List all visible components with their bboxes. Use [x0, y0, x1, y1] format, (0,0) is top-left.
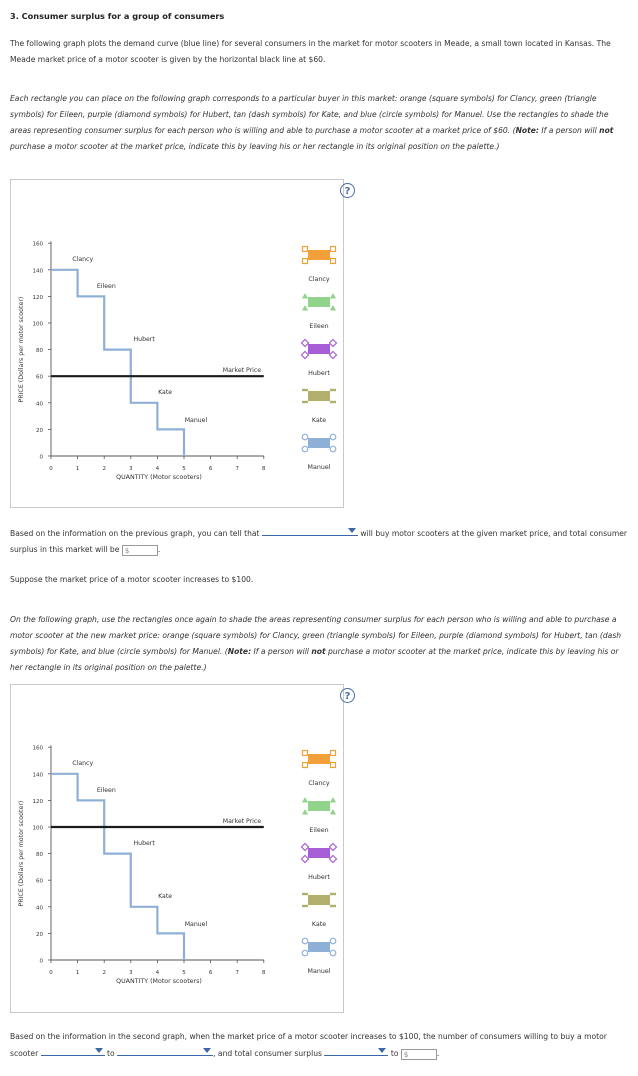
buyers-dropdown[interactable]	[262, 525, 358, 536]
palette-label: Kate	[311, 417, 327, 424]
x-axis-label: QUANTITY (Motor scooters)	[116, 978, 202, 985]
y-tick-label: 80	[36, 852, 43, 859]
y-tick-label: 100	[32, 825, 43, 832]
buyer-label: Manuel	[184, 417, 208, 425]
buyer-label: Clancy	[72, 760, 94, 768]
x-axis-label: QUANTITY (Motor scooters)	[116, 474, 202, 481]
x-tick-label: 0	[49, 970, 53, 976]
consumers-from-dropdown[interactable]	[41, 1045, 105, 1056]
graph-panel-2	[10, 684, 344, 1013]
x-tick-label: 4	[155, 466, 160, 472]
x-tick-label: 5	[182, 970, 186, 976]
x-tick-label: 7	[235, 970, 239, 976]
y-tick-label: 140	[32, 772, 43, 779]
buyer-label: Hubert	[133, 839, 155, 847]
x-tick-label: 2	[102, 466, 106, 472]
palette-label: Clancy	[308, 780, 330, 787]
x-tick-label: 5	[182, 466, 186, 472]
x-tick-label: 0	[49, 466, 53, 472]
palette-label: Eileen	[309, 323, 329, 330]
x-tick-label: 4	[155, 970, 160, 976]
y-tick-label: 20	[36, 931, 43, 938]
x-tick-label: 1	[75, 970, 80, 976]
x-tick-label: 1	[75, 466, 80, 472]
x-tick-label: 2	[102, 970, 106, 976]
buyer-label: Clancy	[72, 256, 94, 264]
palette-label: Kate	[311, 921, 327, 928]
y-tick-label: 60	[36, 878, 43, 885]
y-tick-label: 20	[36, 427, 43, 434]
y-tick-label: 140	[32, 268, 43, 275]
y-tick-label: 100	[32, 321, 43, 328]
y-tick-label: 120	[32, 798, 43, 805]
new-surplus-input[interactable]: $	[401, 1049, 437, 1060]
buyer-label: Hubert	[133, 335, 155, 343]
buyer-label: Manuel	[184, 921, 208, 929]
palette-label: Hubert	[308, 874, 330, 881]
y-tick-label: 60	[36, 374, 43, 381]
question-2: Based on the information in the second graph, when the market price of a motor scooter increases to $100, the number of consumers willing to buy a motor scooter to , and total consumer surplus to $ .	[10, 1032, 607, 1059]
buyer-label: Eileen	[96, 786, 116, 794]
market-price-label: Market Price	[222, 367, 262, 375]
x-tick-label: 6	[208, 466, 213, 472]
y-tick-label: 40	[36, 905, 43, 912]
x-tick-label: 8	[262, 970, 266, 976]
palette-label: Eileen	[309, 827, 329, 834]
question-1-text-a: Based on the information on the previous graph, you can tell that	[10, 529, 260, 538]
consumers-to-dropdown[interactable]	[117, 1045, 213, 1056]
consumer-surplus-input[interactable]: $	[122, 545, 158, 556]
y-axis-label: PRICE (Dollars per motor scooter)	[18, 800, 25, 907]
instructions-1: Each rectangle you can place on the following graph corresponds to a particular buyer in this market: orange (square symbols) for Clancy, green (triangle symbols) for Eileen, purple (diamond symbols) for Hubert, tan (dash symbols) for Kate, and blue (circle symbols) for Manuel. Use the rectangles to shade the areas representing consumer surplus for each person who is willing and able to purchase a motor scooter at a market price of $60. (Note: If a person will not purchase a motor scooter at the market price, indicate this by leaving his or her rectangle in its original position on the palette.)	[10, 94, 614, 151]
chevron-down-icon	[95, 1048, 103, 1053]
x-tick-label: 3	[129, 466, 133, 472]
y-tick-label: 160	[32, 745, 43, 752]
help-icon[interactable]: ?	[340, 688, 355, 703]
buyer-label: Eileen	[96, 282, 116, 290]
buyer-label: Kate	[158, 893, 173, 901]
y-tick-label: 160	[32, 241, 43, 248]
intro-text: The following graph plots the demand curve (blue line) for several consumers in the market for motor scooters in Meade, a small town located in Kansas. The Meade market price of a motor scooter is given by the horizontal black line at $60.	[10, 39, 611, 64]
buyer-label: Kate	[158, 389, 173, 397]
surplus-direction-dropdown[interactable]	[324, 1045, 388, 1056]
graph-panel-1	[10, 179, 344, 508]
palette-label: Hubert	[308, 370, 330, 377]
palette-label: Clancy	[308, 276, 330, 283]
question-2-text-a: Based on the information in the second graph, when the market price of a motor scooter increases to $100, the number of consumers willing to buy a motor scooter	[10, 1032, 607, 1058]
x-tick-label: 3	[129, 970, 133, 976]
y-tick-label: 80	[36, 348, 43, 355]
y-tick-label: 0	[39, 454, 43, 461]
y-tick-label: 40	[36, 401, 43, 408]
palette-label: Manuel	[307, 968, 331, 975]
y-tick-label: 120	[32, 294, 43, 301]
chevron-down-icon	[378, 1048, 386, 1053]
suppose-text: Suppose the market price of a motor scooter increases to $100.	[10, 575, 254, 584]
chevron-down-icon	[203, 1048, 211, 1053]
market-price-label: Market Price	[222, 818, 262, 825]
y-tick-label: 0	[39, 958, 43, 965]
x-tick-label: 6	[208, 970, 213, 976]
question-1: Based on the information on the previous graph, you can tell that will buy motor scooters at the given market price, and total consumer surplus in this market will be $ .	[10, 525, 630, 558]
x-tick-label: 8	[262, 466, 266, 472]
help-icon[interactable]: ?	[340, 183, 355, 198]
y-axis-label: PRICE (Dollars per motor scooter)	[18, 296, 25, 403]
x-tick-label: 7	[235, 466, 239, 472]
instructions-2: On the following graph, use the rectangles once again to shade the areas representing consumer surplus for each person who is willing and able to purchase a motor scooter at the new market price: orange (square symbols) for Clancy, green (triangle symbols) for Eileen, purple (diamond symbols) for Hubert, tan (dash symbols) for Kate, and blue (circle symbols) for Manuel. (Note: If a person will not purchase a motor scooter at the market price, indicate this by leaving his or her rectangle in its original position on the palette.)	[10, 615, 622, 672]
question-1-text-b: will buy motor scooters at the given market price, and total consumer surplus in this market will be	[10, 529, 628, 554]
chevron-down-icon	[348, 528, 356, 533]
palette-label: Manuel	[307, 464, 331, 471]
question-title: 3. Consumer surplus for a group of consumers	[10, 11, 225, 21]
